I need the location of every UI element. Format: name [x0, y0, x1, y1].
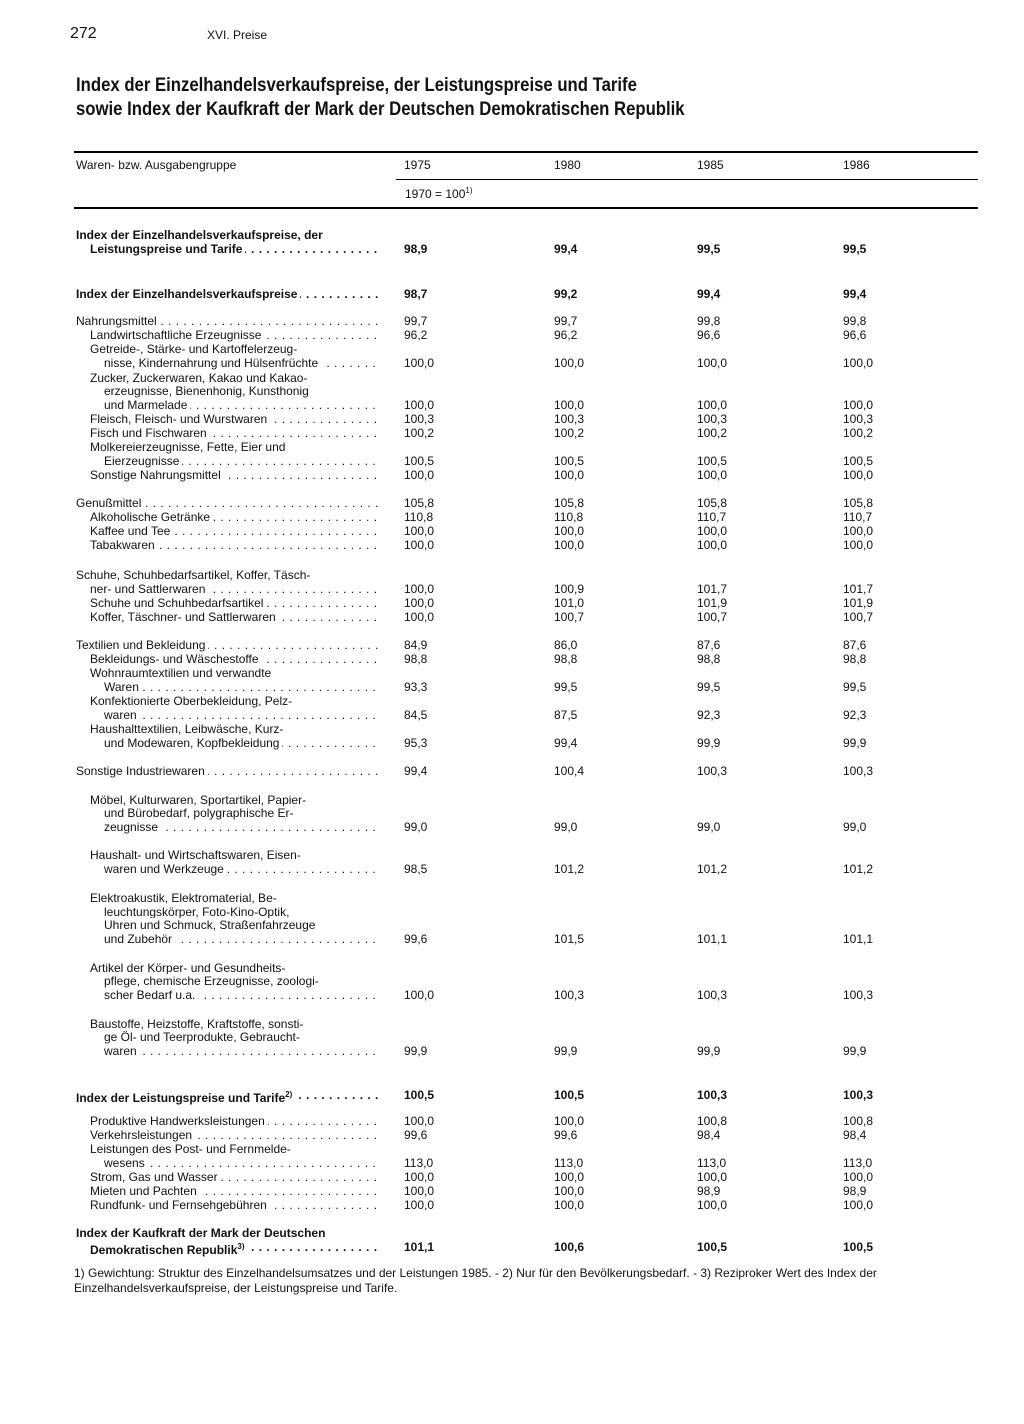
table-row: [0, 764, 1024, 778]
cell-1975: 98,7: [404, 287, 428, 301]
row-label: und Bürobedarf, polygraphische Er-: [104, 806, 380, 820]
cell-1980: 100,3: [554, 412, 585, 426]
header-mid-rule: [396, 179, 978, 180]
row-label: Koffer, Täschner- und Sattlerwaren . . .: [90, 610, 380, 624]
cell-1975: 100,0: [404, 524, 435, 538]
row-label: Textilien und Bekleidung . . .: [76, 638, 380, 652]
cell-1985: 100,3: [697, 412, 728, 426]
cell-1985: 105,8: [697, 496, 728, 510]
table-row: [0, 1184, 1024, 1198]
table-row-continuation: [0, 806, 1024, 820]
table-row: [0, 820, 1024, 834]
cell-1975: 100,0: [404, 1114, 435, 1128]
cell-1975: 98,5: [404, 862, 428, 876]
cell-1975: 100,0: [404, 468, 435, 482]
cell-1985: 99,9: [697, 736, 721, 750]
cell-1986: 99,9: [843, 1044, 867, 1058]
table-row: [0, 1114, 1024, 1128]
table-row: [0, 524, 1024, 538]
row-label: Produktive Handwerksleistungen . . .: [90, 1114, 380, 1128]
table-row-continuation: [0, 1142, 1024, 1156]
table-row-continuation: [0, 371, 1024, 385]
cell-1986: 100,0: [843, 356, 874, 370]
cell-1980: 96,2: [554, 328, 578, 342]
cell-1980: 100,5: [554, 1088, 585, 1102]
cell-1980: 86,0: [554, 638, 578, 652]
row-label: Waren . . .: [104, 680, 380, 694]
column-header-1986: 1986: [843, 158, 870, 172]
table-row: [0, 1170, 1024, 1184]
table-row-continuation: [0, 905, 1024, 919]
cell-1985: 100,0: [697, 524, 728, 538]
cell-1986: 100,0: [843, 398, 874, 412]
cell-1986: 99,9: [843, 736, 867, 750]
cell-1975: 100,5: [404, 454, 435, 468]
cell-1980: 87,5: [554, 708, 578, 722]
row-label: und Zubehör . . .: [104, 932, 380, 946]
cell-1980: 100,0: [554, 468, 585, 482]
cell-1975: 113,0: [404, 1156, 434, 1170]
cell-1985: 96,6: [697, 328, 721, 342]
table-row: [0, 582, 1024, 596]
cell-1985: 100,3: [697, 1088, 728, 1102]
cell-1985: 100,0: [697, 1170, 728, 1184]
table-row: [0, 468, 1024, 482]
row-label: erzeugnisse, Bienenhonig, Kunsthonig: [104, 384, 380, 398]
cell-1985: 92,3: [697, 708, 721, 722]
cell-1986: 110,7: [843, 510, 873, 524]
cell-1975: 98,9: [404, 242, 428, 256]
cell-1986: 98,9: [843, 1184, 867, 1198]
row-label: Schuhe, Schuhbedarfsartikel, Koffer, Täsch-: [76, 568, 380, 582]
cell-1986: 100,8: [843, 1114, 874, 1128]
row-label: Baustoffe, Heizstoffe, Kraftstoffe, sonsti-: [90, 1017, 380, 1031]
row-label: Rundfunk- und Fernsehgebühren . . .: [90, 1198, 380, 1212]
cell-1975: 101,1: [404, 1240, 435, 1254]
chapter-title: XVI. Preise: [207, 28, 268, 42]
table-row: [0, 510, 1024, 524]
row-label: Genußmittel . . .: [76, 496, 380, 510]
cell-1986: 100,0: [843, 538, 874, 552]
row-label: Elektroakustik, Elektromaterial, Be-: [90, 891, 380, 905]
cell-1985: 100,8: [697, 1114, 728, 1128]
cell-1980: 98,8: [554, 652, 578, 666]
row-label: Kaffee und Tee . . .: [90, 524, 380, 538]
row-label: scher Bedarf u.a. . . .: [104, 988, 380, 1002]
row-label: Landwirtschaftliche Erzeugnisse . . .: [90, 328, 380, 342]
header-bottom-rule: [74, 207, 978, 209]
cell-1980: 101,5: [554, 932, 585, 946]
cell-1975: 100,0: [404, 610, 435, 624]
cell-1985: 99,5: [697, 242, 721, 256]
row-label: Index der Einzelhandelsverkaufspreise, der: [76, 228, 380, 242]
row-label: Uhren und Schmuck, Straßenfahrzeuge: [104, 918, 380, 932]
cell-1975: 100,0: [404, 1170, 435, 1184]
cell-1980: 99,4: [554, 736, 578, 750]
table-row: [0, 496, 1024, 510]
cell-1986: 101,2: [843, 862, 874, 876]
row-label: Molkereierzeugnisse, Fette, Eier und: [90, 440, 380, 454]
row-label: ge Öl- und Teerprodukte, Gebraucht-: [104, 1030, 380, 1044]
table-row-continuation: [0, 666, 1024, 680]
cell-1986: 105,8: [843, 496, 874, 510]
table-row-continuation: [0, 440, 1024, 454]
cell-1975: 100,0: [404, 988, 435, 1002]
cell-1986: 100,5: [843, 454, 874, 468]
cell-1980: 99,6: [554, 1128, 578, 1142]
footnote: 1) Gewichtung: Struktur des Einzelhandelsumsatzes und der Leistungen 1985. - 2) Nur für den Bevölkerungsbedarf. - 3) Reziproker Wert des Index der Einzelhandelsverkaufspreise, der Leistungspreise und Tarife.: [74, 1266, 877, 1295]
table-row: [0, 287, 1024, 301]
table-row: [0, 1240, 1024, 1257]
cell-1980: 105,8: [554, 496, 585, 510]
table-row-continuation: [0, 384, 1024, 398]
cell-1980: 100,0: [554, 356, 585, 370]
cell-1985: 100,3: [697, 988, 728, 1002]
row-label: Leistungspreise und Tarife . . .: [90, 242, 380, 256]
page-number: 272: [70, 25, 97, 42]
table-row: [0, 314, 1024, 328]
cell-1980: 100,0: [554, 398, 585, 412]
table-row: [0, 1088, 1024, 1105]
row-label: Fisch und Fischwaren . . .: [90, 426, 380, 440]
table-row-continuation: [0, 228, 1024, 242]
cell-1986: 99,8: [843, 314, 867, 328]
row-label: wesens . . .: [104, 1156, 380, 1170]
row-label: Haushalt- und Wirtschaftswaren, Eisen-: [90, 848, 380, 862]
cell-1985: 99,5: [697, 680, 721, 694]
cell-1985: 99,0: [697, 820, 721, 834]
cell-1975: 99,6: [404, 932, 428, 946]
table-row-continuation: [0, 568, 1024, 582]
row-label: Demokratischen Republik$^{3)}$ . . .: [90, 1240, 380, 1257]
table-row: [0, 412, 1024, 426]
cell-1975: 99,0: [404, 820, 428, 834]
cell-1985: 100,5: [697, 1240, 728, 1254]
cell-1985: 98,4: [697, 1128, 721, 1142]
cell-1980: 99,7: [554, 314, 578, 328]
cell-1985: 99,9: [697, 1044, 721, 1058]
table-row-continuation: [0, 1226, 1024, 1240]
cell-1980: 100,0: [554, 1184, 585, 1198]
cell-1985: 101,2: [697, 862, 728, 876]
cell-1986: 98,8: [843, 652, 867, 666]
cell-1975: 99,7: [404, 314, 428, 328]
cell-1985: 98,8: [697, 652, 721, 666]
table-row-continuation: [0, 848, 1024, 862]
table-row: [0, 862, 1024, 876]
table-row: [0, 426, 1024, 440]
cell-1986: 98,4: [843, 1128, 867, 1142]
row-label: Konfektionierte Oberbekleidung, Pelz-: [90, 694, 380, 708]
row-footnote-marker: 2): [285, 1090, 293, 1099]
row-label: zeugnisse . . .: [104, 820, 380, 834]
row-label: waren . . .: [104, 1044, 380, 1058]
row-label: Mieten und Pachten . . .: [90, 1184, 380, 1198]
cell-1986: 100,7: [843, 610, 874, 624]
cell-1980: 99,5: [554, 680, 578, 694]
cell-1975: 99,4: [404, 764, 428, 778]
table-row: [0, 328, 1024, 342]
row-label: Nahrungsmittel . . .: [76, 314, 380, 328]
row-label: Index der Kaufkraft der Mark der Deutschen: [76, 1226, 380, 1240]
cell-1986: 99,5: [843, 680, 867, 694]
cell-1985: 101,9: [697, 596, 728, 610]
cell-1975: 100,2: [404, 426, 435, 440]
cell-1986: 96,6: [843, 328, 867, 342]
base-year-label: $1970 = 100^{1)}$: [405, 186, 473, 201]
cell-1980: 100,3: [554, 988, 585, 1002]
column-header-1985: 1985: [697, 158, 724, 172]
cell-1985: 100,0: [697, 538, 728, 552]
row-label: Haushalttextilien, Leibwäsche, Kurz-: [90, 722, 380, 736]
cell-1986: 100,5: [843, 1240, 874, 1254]
cell-1985: 100,2: [697, 426, 728, 440]
cell-1986: 99,5: [843, 242, 867, 256]
cell-1985: 100,0: [697, 468, 728, 482]
cell-1986: 87,6: [843, 638, 867, 652]
table-row: [0, 356, 1024, 370]
row-label: Schuhe und Schuhbedarfsartikel . . .: [90, 596, 380, 610]
cell-1975: 100,0: [404, 538, 435, 552]
cell-1980: 100,9: [554, 582, 585, 596]
table-row: [0, 1198, 1024, 1212]
table-row: [0, 708, 1024, 722]
cell-1980: 100,0: [554, 1114, 585, 1128]
cell-1980: 100,2: [554, 426, 585, 440]
cell-1985: 100,0: [697, 1198, 728, 1212]
row-label: Wohnraumtextilien und verwandte: [90, 666, 380, 680]
cell-1986: 100,2: [843, 426, 874, 440]
cell-1980: 99,0: [554, 820, 578, 834]
row-label: waren . . .: [104, 708, 380, 722]
cell-1985: 100,0: [697, 356, 728, 370]
table-row: [0, 1128, 1024, 1142]
cell-1975: 98,8: [404, 652, 428, 666]
cell-1975: 100,0: [404, 1184, 435, 1198]
cell-1986: 99,4: [843, 287, 867, 301]
cell-1975: 100,0: [404, 596, 435, 610]
table-row-continuation: [0, 722, 1024, 736]
cell-1975: 100,3: [404, 412, 435, 426]
cell-1980: 99,2: [554, 287, 578, 301]
row-label: und Marmelade . . .: [104, 398, 380, 412]
cell-1985: 100,0: [697, 398, 728, 412]
cell-1975: 84,9: [404, 638, 428, 652]
cell-1985: 100,7: [697, 610, 728, 624]
row-label: pflege, chemische Erzeugnisse, zoologi-: [104, 974, 380, 988]
cell-1986: 99,0: [843, 820, 867, 834]
table-row: [0, 596, 1024, 610]
cell-1985: 98,9: [697, 1184, 721, 1198]
row-label: Leistungen des Post- und Fernmelde-: [90, 1142, 380, 1156]
cell-1986: 100,0: [843, 468, 874, 482]
cell-1980: 101,0: [554, 596, 585, 610]
row-label: Tabakwaren . . .: [90, 538, 380, 552]
cell-1986: 92,3: [843, 708, 867, 722]
cell-1985: 113,0: [697, 1156, 727, 1170]
table-top-rule: [74, 151, 978, 153]
cell-1980: 100,4: [554, 764, 585, 778]
cell-1985: 99,8: [697, 314, 721, 328]
row-label: Fleisch, Fleisch- und Wurstwaren . . .: [90, 412, 380, 426]
cell-1986: 113,0: [843, 1156, 873, 1170]
cell-1980: 99,9: [554, 1044, 578, 1058]
table-row: [0, 988, 1024, 1002]
table-row: [0, 736, 1024, 750]
row-label: Index der Einzelhandelsverkaufspreise . . .: [76, 287, 380, 301]
cell-1985: 99,4: [697, 287, 721, 301]
title-line-1: Index der Einzelhandelsverkaufspreise, der Leistungspreise und Tarife: [76, 75, 637, 96]
cell-1975: 93,3: [404, 680, 428, 694]
cell-1980: 100,6: [554, 1240, 585, 1254]
row-label: Strom, Gas und Wasser . . .: [90, 1170, 380, 1184]
cell-1980: 100,0: [554, 538, 585, 552]
cell-1980: 110,8: [554, 510, 584, 524]
table-row-continuation: [0, 342, 1024, 356]
cell-1986: 101,1: [843, 932, 874, 946]
row-label: Sonstige Industriewaren . . .: [76, 764, 380, 778]
cell-1980: 101,2: [554, 862, 585, 876]
cell-1980: 100,0: [554, 1198, 585, 1212]
row-label: Zucker, Zuckerwaren, Kakao und Kakao-: [90, 371, 380, 385]
row-label: Möbel, Kulturwaren, Sportartikel, Papier-: [90, 793, 380, 807]
column-header-1980: 1980: [554, 158, 581, 172]
row-label: Eierzeugnisse . . .: [104, 454, 380, 468]
cell-1986: 100,3: [843, 412, 874, 426]
cell-1975: 100,5: [404, 1088, 435, 1102]
cell-1986: 100,0: [843, 524, 874, 538]
cell-1975: 100,0: [404, 1198, 435, 1212]
table-row: [0, 242, 1024, 256]
cell-1986: 100,0: [843, 1198, 874, 1212]
table-row: [0, 610, 1024, 624]
row-label: waren und Werkzeuge . . .: [104, 862, 380, 876]
table-row: [0, 652, 1024, 666]
table-row: [0, 1044, 1024, 1058]
table-row: [0, 454, 1024, 468]
table-row: [0, 680, 1024, 694]
row-label: leuchtungskörper, Foto-Kino-Optik,: [104, 905, 380, 919]
cell-1980: 99,4: [554, 242, 578, 256]
cell-1975: 84,5: [404, 708, 428, 722]
row-label: Bekleidungs- und Wäschestoffe . . .: [90, 652, 380, 666]
cell-1985: 101,1: [697, 932, 728, 946]
row-label: Artikel der Körper- und Gesundheits-: [90, 961, 380, 975]
table-row: [0, 398, 1024, 412]
cell-1985: 87,6: [697, 638, 721, 652]
cell-1975: 99,9: [404, 1044, 428, 1058]
cell-1985: 101,7: [697, 582, 728, 596]
cell-1985: 110,7: [697, 510, 727, 524]
row-footnote-marker: 3): [237, 1242, 245, 1251]
cell-1980: 100,0: [554, 524, 585, 538]
cell-1986: 100,3: [843, 988, 874, 1002]
cell-1985: 100,5: [697, 454, 728, 468]
column-header-1975: 1975: [404, 158, 431, 172]
cell-1986: 101,7: [843, 582, 874, 596]
row-label: Index der Leistungspreise und Tarife$^{2)}$ . . .: [76, 1088, 380, 1105]
table-row-continuation: [0, 694, 1024, 708]
page-title: [76, 74, 868, 122]
table-row: [0, 1156, 1024, 1170]
table-row-continuation: [0, 918, 1024, 932]
cell-1975: 100,0: [404, 582, 435, 596]
cell-1980: 113,0: [554, 1156, 584, 1170]
cell-1975: 95,3: [404, 736, 428, 750]
column-header-group: Waren- bzw. Ausgabengruppe: [76, 158, 237, 172]
cell-1985: 100,3: [697, 764, 728, 778]
cell-1986: 100,3: [843, 1088, 874, 1102]
table-row: [0, 932, 1024, 946]
table-row-continuation: [0, 1030, 1024, 1044]
table-row-continuation: [0, 974, 1024, 988]
row-label: ner- und Sattlerwaren . . .: [90, 582, 380, 596]
table-row-continuation: [0, 793, 1024, 807]
cell-1975: 100,0: [404, 356, 435, 370]
cell-1986: 101,9: [843, 596, 874, 610]
table-row: [0, 638, 1024, 652]
row-label: nisse, Kindernahrung und Hülsenfrüchte . . .: [104, 356, 380, 370]
cell-1975: 105,8: [404, 496, 435, 510]
cell-1975: 100,0: [404, 398, 435, 412]
row-label: Sonstige Nahrungsmittel . . .: [90, 468, 380, 482]
table-row-continuation: [0, 891, 1024, 905]
title-line-2: sowie Index der Kaufkraft der Mark der Deutschen Demokratischen Republik: [76, 99, 685, 120]
row-label: Verkehrsleistungen . . .: [90, 1128, 380, 1142]
table-row-continuation: [0, 1017, 1024, 1031]
table-row-continuation: [0, 961, 1024, 975]
row-label: Alkoholische Getränke . . .: [90, 510, 380, 524]
cell-1986: 100,3: [843, 764, 874, 778]
cell-1986: 100,0: [843, 1170, 874, 1184]
cell-1980: 100,5: [554, 454, 585, 468]
cell-1980: 100,7: [554, 610, 585, 624]
table-row: [0, 538, 1024, 552]
row-label: und Modewaren, Kopfbekleidung . . .: [104, 736, 380, 750]
cell-1975: 110,8: [404, 510, 434, 524]
cell-1975: 96,2: [404, 328, 428, 342]
cell-1975: 99,6: [404, 1128, 428, 1142]
row-label: Getreide-, Stärke- und Kartoffelerzeug-: [90, 342, 380, 356]
cell-1980: 100,0: [554, 1170, 585, 1184]
